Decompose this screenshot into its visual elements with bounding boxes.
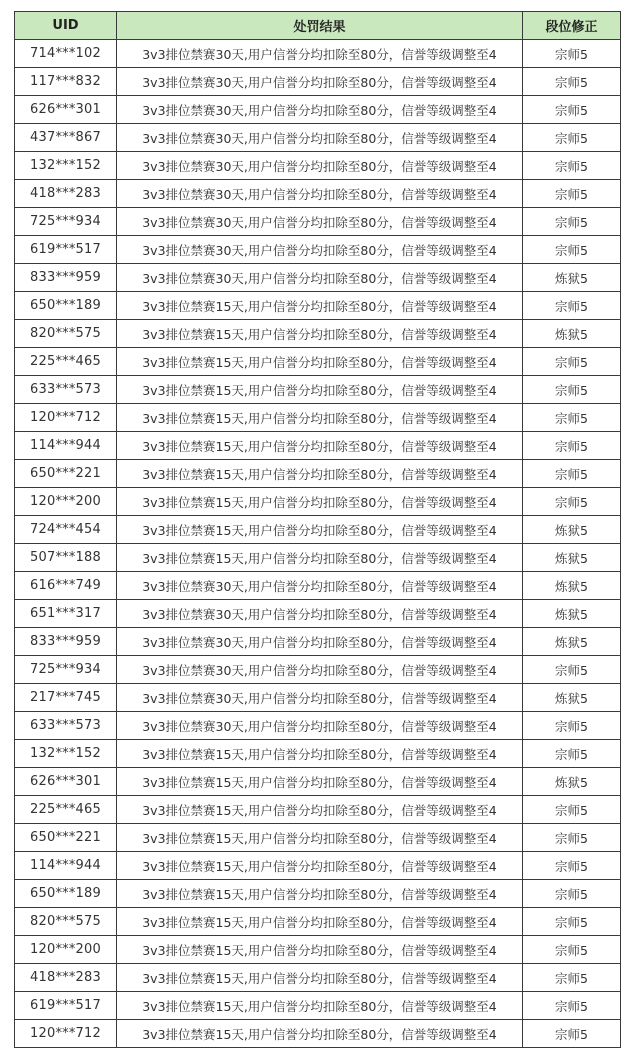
uid-cell: 225***465 [15, 348, 117, 376]
table-row [15, 572, 621, 600]
table-row [15, 40, 621, 68]
uid-cell: 120***200 [15, 936, 117, 964]
rank-correction-cell: 宗师5 [523, 880, 621, 908]
table-row [15, 320, 621, 348]
uid-cell: 619***517 [15, 236, 117, 264]
penalty-result-cell: 3v3排位禁赛15天,用户信誉分均扣除至80分，信誉等级调整至4 [117, 376, 523, 404]
uid-cell: 833***959 [15, 628, 117, 656]
table-row [15, 348, 621, 376]
uid-cell: 725***934 [15, 656, 117, 684]
penalty-result-cell: 3v3排位禁赛15天,用户信誉分均扣除至80分，信誉等级调整至4 [117, 348, 523, 376]
uid-cell: 619***517 [15, 992, 117, 1020]
penalty-result-cell: 3v3排位禁赛30天,用户信誉分均扣除至80分，信誉等级调整至4 [117, 264, 523, 292]
table-row [15, 824, 621, 852]
rank-correction-cell: 宗师5 [523, 152, 621, 180]
uid-cell: 820***575 [15, 908, 117, 936]
uid-cell: 650***221 [15, 824, 117, 852]
penalty-result-cell: 3v3排位禁赛15天,用户信誉分均扣除至80分，信誉等级调整至4 [117, 516, 523, 544]
rank-correction-cell: 炼狱5 [523, 600, 621, 628]
uid-cell: 626***301 [15, 768, 117, 796]
penalty-result-cell: 3v3排位禁赛15天,用户信誉分均扣除至80分，信誉等级调整至4 [117, 908, 523, 936]
uid-cell: 132***152 [15, 740, 117, 768]
rank-correction-cell: 宗师5 [523, 68, 621, 96]
rank-correction-cell: 宗师5 [523, 740, 621, 768]
rank-correction-cell: 宗师5 [523, 964, 621, 992]
penalty-result-cell: 3v3排位禁赛15天,用户信誉分均扣除至80分，信誉等级调整至4 [117, 432, 523, 460]
penalty-result-cell: 3v3排位禁赛30天,用户信誉分均扣除至80分，信誉等级调整至4 [117, 208, 523, 236]
penalty-result-cell: 3v3排位禁赛30天,用户信誉分均扣除至80分，信誉等级调整至4 [117, 180, 523, 208]
uid-cell: 725***934 [15, 208, 117, 236]
penalty-result-cell: 3v3排位禁赛15天,用户信誉分均扣除至80分，信誉等级调整至4 [117, 1020, 523, 1048]
uid-cell: 132***152 [15, 152, 117, 180]
table-body [15, 40, 621, 1048]
table-row [15, 488, 621, 516]
table-row [15, 796, 621, 824]
rank-correction-cell: 宗师5 [523, 992, 621, 1020]
penalty-result-cell: 3v3排位禁赛15天,用户信誉分均扣除至80分，信誉等级调整至4 [117, 544, 523, 572]
rank-correction-cell: 宗师5 [523, 96, 621, 124]
table-row [15, 516, 621, 544]
uid-cell: 651***317 [15, 600, 117, 628]
penalty-result-cell: 3v3排位禁赛15天,用户信誉分均扣除至80分，信誉等级调整至4 [117, 992, 523, 1020]
penalty-result-cell: 3v3排位禁赛30天,用户信誉分均扣除至80分，信誉等级调整至4 [117, 712, 523, 740]
rank-correction-cell: 宗师5 [523, 824, 621, 852]
rank-correction-cell: 宗师5 [523, 40, 621, 68]
uid-cell: 120***712 [15, 1020, 117, 1048]
penalty-result-cell: 3v3排位禁赛15天,用户信誉分均扣除至80分，信誉等级调整至4 [117, 404, 523, 432]
penalty-result-cell: 3v3排位禁赛15天,用户信誉分均扣除至80分，信誉等级调整至4 [117, 292, 523, 320]
table-row [15, 768, 621, 796]
table-row [15, 628, 621, 656]
penalty-result-cell: 3v3排位禁赛15天,用户信誉分均扣除至80分，信誉等级调整至4 [117, 320, 523, 348]
rank-correction-cell: 宗师5 [523, 796, 621, 824]
uid-cell: 217***745 [15, 684, 117, 712]
uid-cell: 507***188 [15, 544, 117, 572]
uid-cell: 820***575 [15, 320, 117, 348]
rank-correction-cell: 炼狱5 [523, 572, 621, 600]
rank-correction-cell: 宗师5 [523, 656, 621, 684]
uid-cell: 633***573 [15, 712, 117, 740]
uid-cell: 714***102 [15, 40, 117, 68]
penalty-table [14, 11, 621, 1048]
uid-cell: 114***944 [15, 432, 117, 460]
penalty-result-cell: 3v3排位禁赛15天,用户信誉分均扣除至80分，信誉等级调整至4 [117, 740, 523, 768]
penalty-result-cell: 3v3排位禁赛15天,用户信誉分均扣除至80分，信誉等级调整至4 [117, 796, 523, 824]
penalty-result-cell: 3v3排位禁赛30天,用户信誉分均扣除至80分，信誉等级调整至4 [117, 124, 523, 152]
uid-cell: 437***867 [15, 124, 117, 152]
table-row [15, 656, 621, 684]
uid-cell: 650***189 [15, 880, 117, 908]
table-row [15, 936, 621, 964]
rank-correction-cell: 宗师5 [523, 292, 621, 320]
table-row [15, 684, 621, 712]
rank-correction-cell: 宗师5 [523, 404, 621, 432]
rank-correction-cell: 宗师5 [523, 712, 621, 740]
rank-correction-cell: 炼狱5 [523, 264, 621, 292]
rank-correction-cell: 宗师5 [523, 936, 621, 964]
rank-correction-cell: 宗师5 [523, 852, 621, 880]
rank-correction-cell: 炼狱5 [523, 684, 621, 712]
uid-cell: 650***189 [15, 292, 117, 320]
uid-cell: 650***221 [15, 460, 117, 488]
rank-correction-cell: 宗师5 [523, 208, 621, 236]
rank-correction-cell: 宗师5 [523, 488, 621, 516]
uid-cell: 418***283 [15, 964, 117, 992]
header-uid: UID [15, 12, 117, 40]
header-rank-correction: 段位修正 [523, 12, 621, 40]
table-row [15, 964, 621, 992]
penalty-result-cell: 3v3排位禁赛30天,用户信誉分均扣除至80分，信誉等级调整至4 [117, 684, 523, 712]
uid-cell: 616***749 [15, 572, 117, 600]
table-row [15, 68, 621, 96]
penalty-result-cell: 3v3排位禁赛15天,用户信誉分均扣除至80分，信誉等级调整至4 [117, 880, 523, 908]
penalty-result-cell: 3v3排位禁赛15天,用户信誉分均扣除至80分，信誉等级调整至4 [117, 936, 523, 964]
penalty-result-cell: 3v3排位禁赛30天,用户信誉分均扣除至80分，信誉等级调整至4 [117, 152, 523, 180]
table-row [15, 208, 621, 236]
rank-correction-cell: 宗师5 [523, 236, 621, 264]
uid-cell: 833***959 [15, 264, 117, 292]
penalty-result-cell: 3v3排位禁赛30天,用户信誉分均扣除至80分，信誉等级调整至4 [117, 40, 523, 68]
uid-cell: 117***832 [15, 68, 117, 96]
table-row [15, 852, 621, 880]
rank-correction-cell: 宗师5 [523, 348, 621, 376]
header-row [15, 12, 621, 40]
rank-correction-cell: 炼狱5 [523, 516, 621, 544]
rank-correction-cell: 宗师5 [523, 1020, 621, 1048]
penalty-result-cell: 3v3排位禁赛30天,用户信誉分均扣除至80分，信誉等级调整至4 [117, 600, 523, 628]
penalty-result-cell: 3v3排位禁赛15天,用户信誉分均扣除至80分，信誉等级调整至4 [117, 824, 523, 852]
uid-cell: 120***712 [15, 404, 117, 432]
rank-correction-cell: 炼狱5 [523, 768, 621, 796]
table-row [15, 432, 621, 460]
rank-correction-cell: 宗师5 [523, 432, 621, 460]
penalty-table-container [14, 11, 621, 1048]
rank-correction-cell: 宗师5 [523, 376, 621, 404]
penalty-result-cell: 3v3排位禁赛30天,用户信誉分均扣除至80分，信誉等级调整至4 [117, 628, 523, 656]
table-row [15, 712, 621, 740]
penalty-result-cell: 3v3排位禁赛30天,用户信誉分均扣除至80分，信誉等级调整至4 [117, 236, 523, 264]
penalty-result-cell: 3v3排位禁赛15天,用户信誉分均扣除至80分，信誉等级调整至4 [117, 488, 523, 516]
table-row [15, 96, 621, 124]
uid-cell: 225***465 [15, 796, 117, 824]
table-row [15, 124, 621, 152]
penalty-result-cell: 3v3排位禁赛15天,用户信誉分均扣除至80分，信誉等级调整至4 [117, 964, 523, 992]
table-row [15, 264, 621, 292]
penalty-result-cell: 3v3排位禁赛30天,用户信誉分均扣除至80分，信誉等级调整至4 [117, 68, 523, 96]
rank-correction-cell: 炼狱5 [523, 628, 621, 656]
table-row [15, 600, 621, 628]
table-row [15, 292, 621, 320]
rank-correction-cell: 宗师5 [523, 460, 621, 488]
table-row [15, 1020, 621, 1048]
rank-correction-cell: 宗师5 [523, 908, 621, 936]
penalty-result-cell: 3v3排位禁赛30天,用户信誉分均扣除至80分，信誉等级调整至4 [117, 96, 523, 124]
rank-correction-cell: 宗师5 [523, 124, 621, 152]
table-row [15, 404, 621, 432]
table-row [15, 180, 621, 208]
uid-cell: 114***944 [15, 852, 117, 880]
penalty-result-cell: 3v3排位禁赛30天,用户信誉分均扣除至80分，信誉等级调整至4 [117, 656, 523, 684]
table-row [15, 880, 621, 908]
uid-cell: 633***573 [15, 376, 117, 404]
penalty-result-cell: 3v3排位禁赛15天,用户信誉分均扣除至80分，信誉等级调整至4 [117, 852, 523, 880]
uid-cell: 120***200 [15, 488, 117, 516]
table-row [15, 376, 621, 404]
uid-cell: 418***283 [15, 180, 117, 208]
rank-correction-cell: 炼狱5 [523, 544, 621, 572]
table-row [15, 740, 621, 768]
uid-cell: 724***454 [15, 516, 117, 544]
header-penalty-result: 处罚结果 [117, 12, 523, 40]
table-row [15, 152, 621, 180]
table-row [15, 992, 621, 1020]
rank-correction-cell: 宗师5 [523, 180, 621, 208]
table-row [15, 544, 621, 572]
penalty-result-cell: 3v3排位禁赛15天,用户信誉分均扣除至80分，信誉等级调整至4 [117, 460, 523, 488]
uid-cell: 626***301 [15, 96, 117, 124]
rank-correction-cell: 炼狱5 [523, 320, 621, 348]
penalty-result-cell: 3v3排位禁赛30天,用户信誉分均扣除至80分，信誉等级调整至4 [117, 572, 523, 600]
table-row [15, 236, 621, 264]
table-row [15, 908, 621, 936]
table-header [15, 12, 621, 40]
penalty-result-cell: 3v3排位禁赛15天,用户信誉分均扣除至80分，信誉等级调整至4 [117, 768, 523, 796]
table-row [15, 460, 621, 488]
